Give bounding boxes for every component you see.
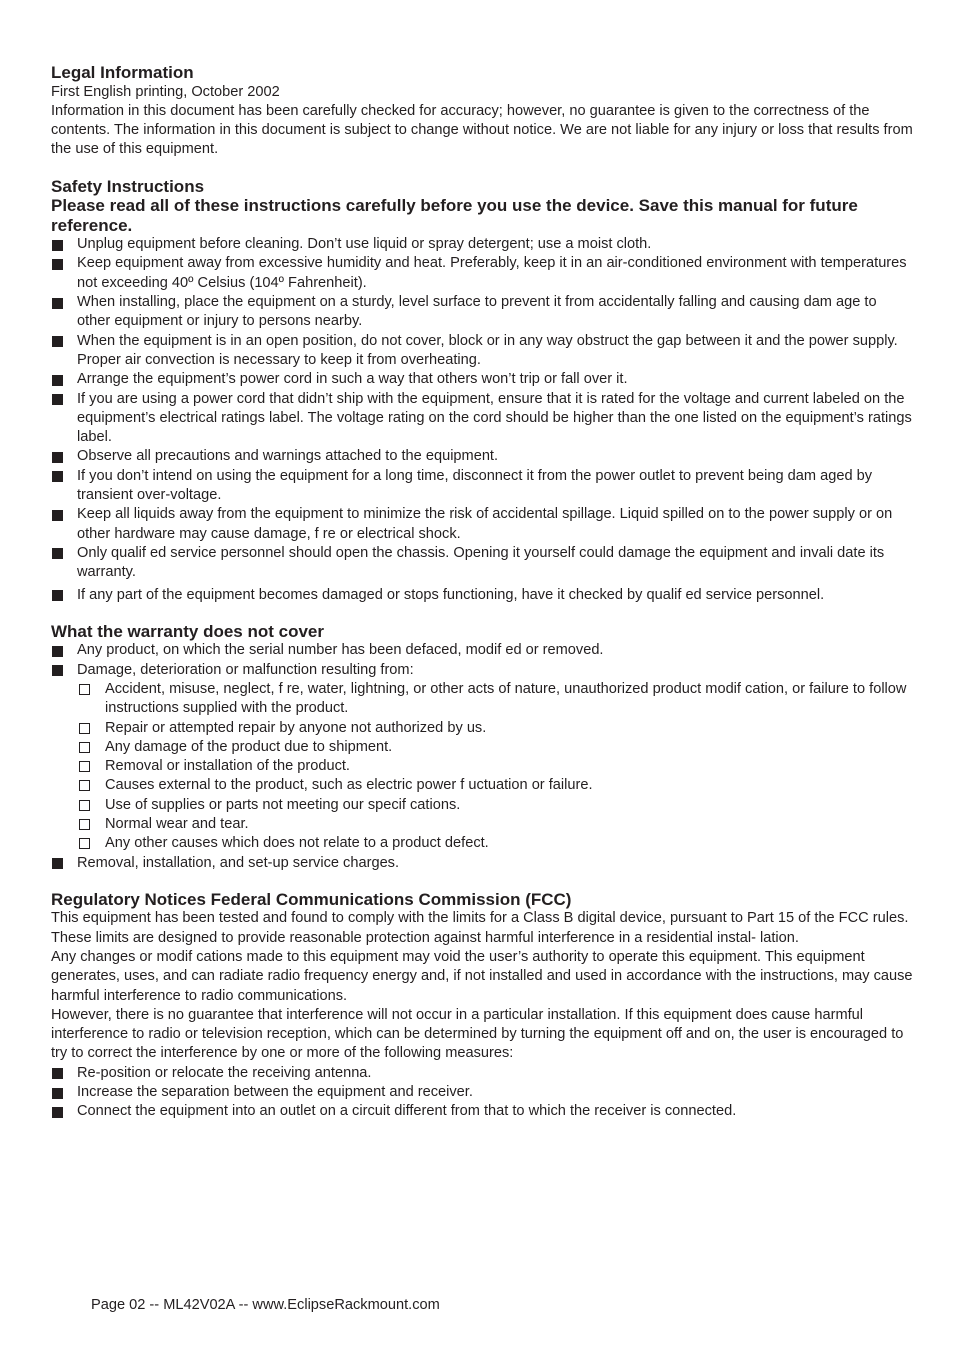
safety-item: If any part of the equipment becomes damaged or stops functioning, have it checked by qualif ed service personnel. — [51, 586, 913, 605]
legal-body: Information in this document has been carefully checked for accuracy; however, no guarantee is given to the correctness of the contents. The information in this document is subject to change without notice. We are not liable for any injury or loss that results from the use of this equipment. — [51, 102, 913, 158]
fcc-section — [51, 890, 913, 1122]
fcc-paragraph: However, there is no guarantee that interference will not occur in a particular installation. If this equipment does cause harmful interference to radio or television reception, which can be determined by turning the equipment off and on, the user is encouraged to try to correct the interference by one or more of the following measures: — [51, 1006, 904, 1062]
safety-item: If you don’t intend on using the equipment for a long time, disconnect it from the power outlet to prevent being dam aged by transient over-voltage. — [51, 467, 913, 506]
fcc-measure: Increase the separation between the equipment and receiver. — [51, 1083, 913, 1102]
printing-date: First English printing, October 2002 — [51, 83, 280, 100]
safety-item: When installing, place the equipment on a sturdy, level surface to prevent it from accidentally falling and causing dam age to other equipment or injury to persons nearby. — [51, 293, 913, 332]
fcc-paragraph: This equipment has been tested and found to comply with the limits for a Class B digital device, pursuant to Part 15 of the FCC rules. These limits are designed to provide reasonable protection against harmful interference in a residential instal- lation. — [51, 910, 909, 946]
fcc-paragraph: Any changes or modif cations made to this equipment may void the user’s authority to operate this equipment. This equipment generates, uses, and can radiate radio frequency energy and, if not installed and used in accordance with the instructions, may cause harmful interference to radio communications. — [51, 948, 913, 1004]
warranty-title: What the warranty does not cover — [51, 621, 324, 641]
warranty-subitem: Repair or attempted repair by anyone not authorized by us. — [51, 719, 913, 738]
safety-item: Unplug equipment before cleaning. Don’t use liquid or spray detergent; use a moist cloth. — [51, 235, 913, 254]
fcc-title: Regulatory Notices Federal Communications Commission (FCC) — [51, 889, 572, 909]
warranty-subitem: Use of supplies or parts not meeting our specif cations. — [51, 796, 913, 815]
safety-subtitle: Please read all of these instructions carefully before you use the device. Save this manual for future reference. — [51, 196, 858, 235]
safety-item: When the equipment is in an open position, do not cover, block or in any way obstruct the gap between it and the power supply. Proper air convection is necessary to keep it from overheating. — [51, 332, 913, 371]
safety-item: Observe all precautions and warnings attached to the equipment. — [51, 447, 913, 466]
warranty-subitem: Causes external to the product, such as electric power f uctuation or failure. — [51, 776, 913, 795]
safety-item: If you are using a power cord that didn’t ship with the equipment, ensure that it is rated for the voltage and current labeled on the equipment’s electrical ratings label. The voltage rating on the cord should be higher than the one listed on the equipment’s ratings label. — [51, 390, 913, 448]
document-page — [51, 63, 913, 1139]
warranty-subitem: Any other causes which does not relate to a product defect. — [51, 834, 913, 853]
warranty-subitem: Accident, misuse, neglect, f re, water, lightning, or other acts of nature, unauthorized product modif cation, or failure to follow instructions supplied with the product. — [51, 680, 913, 719]
fcc-measures-list — [51, 1064, 913, 1122]
legal-section — [51, 63, 913, 160]
warranty-subitem: Normal wear and tear. — [51, 815, 913, 834]
legal-title: Legal Information — [51, 63, 194, 82]
safety-item: Only qualif ed service personnel should open the chassis. Opening it yourself could damage the equipment and invali date its warranty. — [51, 544, 913, 583]
page-footer: Page 02 -- ML42V02A -- www.EclipseRackmount.com — [91, 1297, 440, 1313]
safety-item: Keep equipment away from excessive humidity and heat. Preferably, keep it in an air-conditioned environment with temperatures not exceeding 40º Celsius (104º Fahrenheit). — [51, 254, 913, 293]
safety-item: Arrange the equipment’s power cord in such a way that others won’t trip or fall over it. — [51, 370, 913, 389]
warranty-subitem: Removal or installation of the product. — [51, 757, 913, 776]
safety-item: Keep all liquids away from the equipment to minimize the risk of accidental spillage. Liquid spilled on to the power supply or on other hardware may cause damage, f re or electrical shock. — [51, 505, 913, 544]
warranty-list — [51, 641, 913, 873]
safety-list — [51, 235, 913, 605]
warranty-subitem: Any damage of the product due to shipment. — [51, 738, 913, 757]
warranty-item: Removal, installation, and set-up service charges. — [51, 854, 913, 873]
safety-title: Safety Instructions — [51, 176, 205, 196]
warranty-section — [51, 622, 913, 873]
safety-section — [51, 177, 913, 605]
fcc-measure: Re-position or relocate the receiving antenna. — [51, 1064, 913, 1083]
warranty-item: Any product, on which the serial number has been defaced, modif ed or removed. — [51, 641, 913, 660]
warranty-item: Damage, deterioration or malfunction resulting from: — [51, 661, 913, 680]
fcc-measure: Connect the equipment into an outlet on a circuit different from that to which the receiver is connected. — [51, 1102, 913, 1121]
